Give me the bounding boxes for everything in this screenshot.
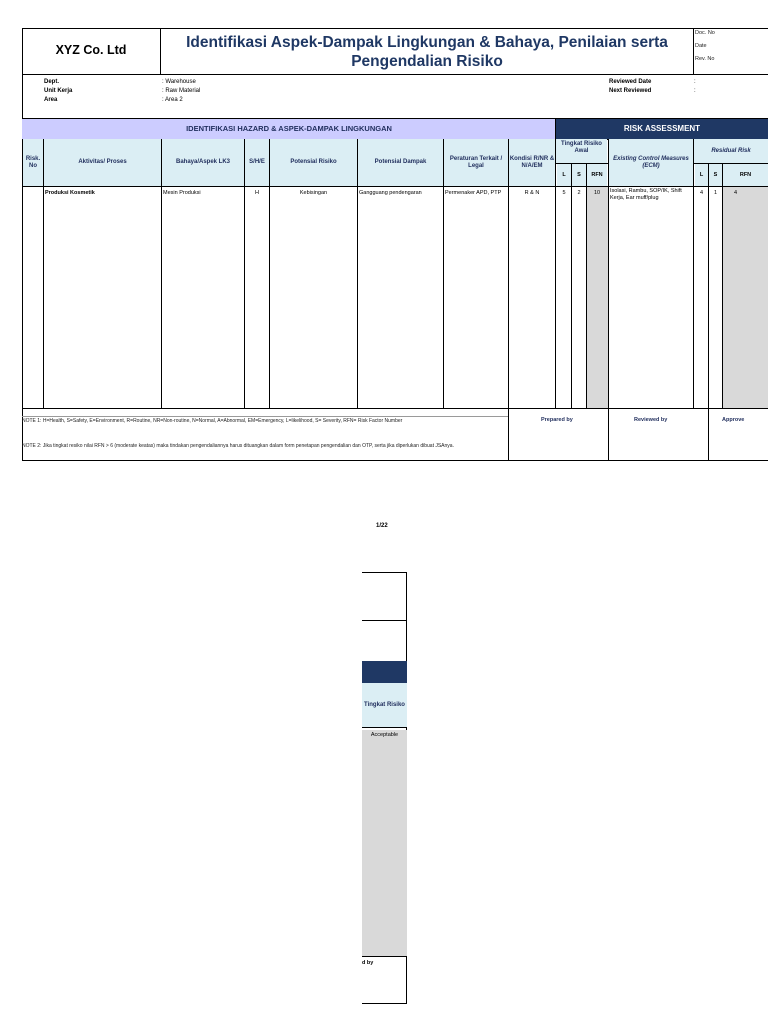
col-ecm: Existing Control Measures (ECM) bbox=[609, 139, 693, 186]
page-2-band bbox=[362, 661, 407, 683]
dept-label: Dept. bbox=[44, 79, 59, 85]
note-2: NOTE 2: Jika tingkat resiko nilai RFN > 6 (moderate keatas) maka tindakan pengendaliannya harus dituangkan dalam form penetapan pengendalian dan OTP, serta jika diperlukan dibuat JSAnya. bbox=[22, 443, 454, 449]
rev-no-label: Rev. No bbox=[695, 56, 715, 62]
risk-assessment-band: RISK ASSESSMENT bbox=[556, 118, 768, 139]
col-tingkat-awal: Tingkat Risiko Awal bbox=[556, 139, 607, 163]
page-2-tingkat-risiko: Tingkat Risiko bbox=[362, 683, 407, 727]
cell-potensial-dampak: Gangguang pendengaran bbox=[359, 190, 422, 196]
next-reviewed-value: : bbox=[694, 88, 696, 94]
page-2-signature-label: d by bbox=[362, 960, 374, 966]
col-kondisi: Kondisi R/NR & N/A/EM bbox=[509, 139, 555, 186]
cell-aktivitas: Produksi Kosmetik bbox=[45, 190, 95, 196]
cell-she: H bbox=[255, 190, 259, 196]
col-peraturan: Peraturan Terkait / Legal bbox=[444, 139, 508, 186]
col-aktivitas: Aktivitas/ Proses bbox=[44, 139, 161, 186]
col-res-l: L bbox=[695, 163, 708, 186]
col-awal-s: S bbox=[572, 163, 586, 186]
next-reviewed-label: Next Reviewed bbox=[609, 88, 652, 94]
rfn-fill-residual bbox=[723, 187, 768, 408]
cell-res-l: 4 bbox=[699, 190, 704, 196]
reviewed-date-value: : bbox=[694, 79, 696, 85]
date-label: Date bbox=[695, 43, 707, 49]
page-2-acceptable: Acceptable bbox=[370, 732, 399, 738]
cell-ecm: Isolasi, Rambu, SOP/IK, Shift Kerja, Ear muff/plug bbox=[610, 188, 682, 201]
cell-res-s: 1 bbox=[713, 190, 718, 196]
page-number: 1/22 bbox=[376, 523, 388, 529]
col-res-s: S bbox=[709, 163, 722, 186]
identification-band: IDENTIFIKASI HAZARD & ASPEK-DAMPAK LINGKUNGAN bbox=[22, 118, 556, 139]
cell-awal-s: 2 bbox=[577, 190, 581, 196]
cell-peraturan: Permenaker APD, PTP bbox=[445, 190, 502, 196]
cell-potensial-risiko: Kebisingan bbox=[299, 190, 328, 196]
page-2-grey-fill bbox=[362, 730, 407, 956]
cell-bahaya: Mesin Produksi bbox=[163, 190, 201, 196]
unit-value: : Raw Material bbox=[162, 88, 201, 94]
area-label: Area bbox=[44, 97, 58, 103]
company-name: XYZ Co. Ltd bbox=[55, 43, 127, 57]
document-title: Identifikasi Aspek-Dampak Lingkungan & Bahaya, Penilaian serta Pengendalian Risiko bbox=[186, 34, 668, 70]
cell-awal-rfn: 10 bbox=[593, 190, 601, 196]
col-awal-l: L bbox=[557, 163, 571, 186]
col-she: S/H/E bbox=[245, 139, 269, 186]
dept-value: : Warehouse bbox=[162, 79, 196, 85]
reviewed-date-label: Reviewed Date bbox=[609, 79, 652, 85]
col-potensial-risiko: Potensial Risiko bbox=[270, 139, 357, 186]
col-potensial-dampak: Potensial Dampak bbox=[358, 139, 443, 186]
col-res-rfn: RFN bbox=[723, 163, 768, 186]
col-residual: Residual Risk bbox=[694, 139, 768, 163]
note-1: NOTE 1: H=Health, S=Safety, E=Environment, R=Routine, NR=Non-routine, N=Normal, A=Abnormal, EM=Emergency, L=likelihood, S= Severity, RFN= Risk Factor Number bbox=[22, 418, 403, 424]
area-value: : Area 2 bbox=[162, 97, 183, 103]
cell-kondisi: R & N bbox=[524, 190, 540, 196]
col-risk-no: Risk. No bbox=[23, 139, 43, 186]
unit-label: Unit Kerja bbox=[44, 88, 73, 94]
cell-res-rfn: 4 bbox=[733, 190, 738, 196]
rfn-fill-awal bbox=[587, 187, 608, 408]
col-bahaya: Bahaya/Aspek LK3 bbox=[162, 139, 244, 186]
prepared-by-label: Prepared by bbox=[541, 417, 573, 423]
approved-by-label: Approve bbox=[722, 417, 745, 423]
doc-no-label: Doc. No bbox=[695, 30, 715, 36]
col-awal-rfn: RFN bbox=[587, 163, 607, 186]
reviewed-by-label: Reviewed by bbox=[634, 417, 668, 423]
cell-awal-l: 5 bbox=[562, 190, 566, 196]
